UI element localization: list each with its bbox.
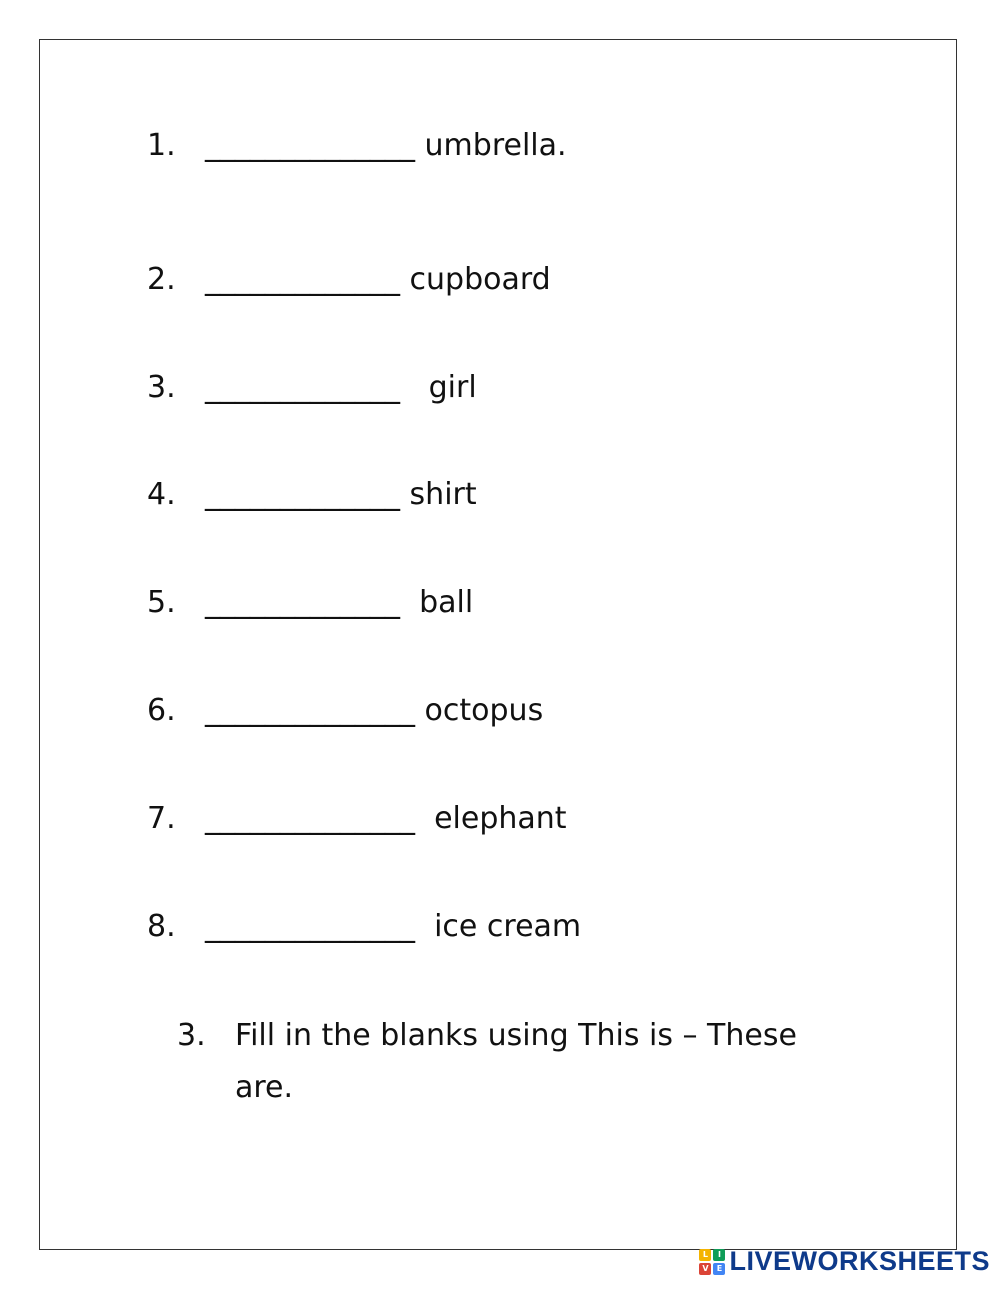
liveworksheets-logo-icon: L I V E bbox=[699, 1249, 725, 1275]
item-number: 2. bbox=[147, 262, 176, 297]
brand-name: LIVEWORKSHEETS bbox=[729, 1246, 990, 1276]
answer-blank[interactable]: ______________ bbox=[205, 693, 415, 728]
worksheet-page bbox=[39, 39, 957, 1250]
item-number: 1. bbox=[147, 128, 176, 163]
exercise-item-3 bbox=[147, 368, 477, 408]
exercise-item-7 bbox=[147, 799, 567, 839]
answer-blank[interactable]: ______________ bbox=[205, 128, 415, 163]
liveworksheets-brand[interactable] bbox=[699, 1246, 990, 1277]
answer-blank[interactable]: ______________ bbox=[205, 909, 415, 944]
exercise-item-8 bbox=[147, 907, 581, 947]
answer-blank[interactable]: _____________ bbox=[205, 262, 400, 297]
item-word: girl bbox=[409, 370, 477, 405]
answer-blank[interactable]: _____________ bbox=[205, 370, 400, 405]
item-word: shirt bbox=[409, 477, 477, 512]
item-word: octopus bbox=[424, 693, 544, 728]
item-word: ball bbox=[409, 585, 474, 620]
item-word: umbrella. bbox=[424, 128, 567, 163]
item-number: 5. bbox=[147, 585, 176, 620]
instruction-text: Fill in the blanks using This is – These are. bbox=[235, 1018, 797, 1105]
item-number: 7. bbox=[147, 801, 176, 836]
item-word: cupboard bbox=[409, 262, 551, 297]
item-number: 6. bbox=[147, 693, 176, 728]
item-number: 4. bbox=[147, 477, 176, 512]
item-word: ice cream bbox=[424, 909, 582, 944]
exercise-item-6 bbox=[147, 691, 543, 731]
exercise-item-2 bbox=[147, 260, 551, 300]
exercise-item-1 bbox=[147, 126, 567, 166]
exercise-item-5 bbox=[147, 583, 473, 623]
item-number: 8. bbox=[147, 909, 176, 944]
item-word: elephant bbox=[424, 801, 567, 836]
section-instruction bbox=[177, 1010, 837, 1114]
exercise-item-4 bbox=[147, 475, 477, 515]
instruction-number: 3. bbox=[177, 1018, 206, 1053]
answer-blank[interactable]: _____________ bbox=[205, 477, 400, 512]
answer-blank[interactable]: _____________ bbox=[205, 585, 400, 620]
answer-blank[interactable]: ______________ bbox=[205, 801, 415, 836]
item-number: 3. bbox=[147, 370, 176, 405]
